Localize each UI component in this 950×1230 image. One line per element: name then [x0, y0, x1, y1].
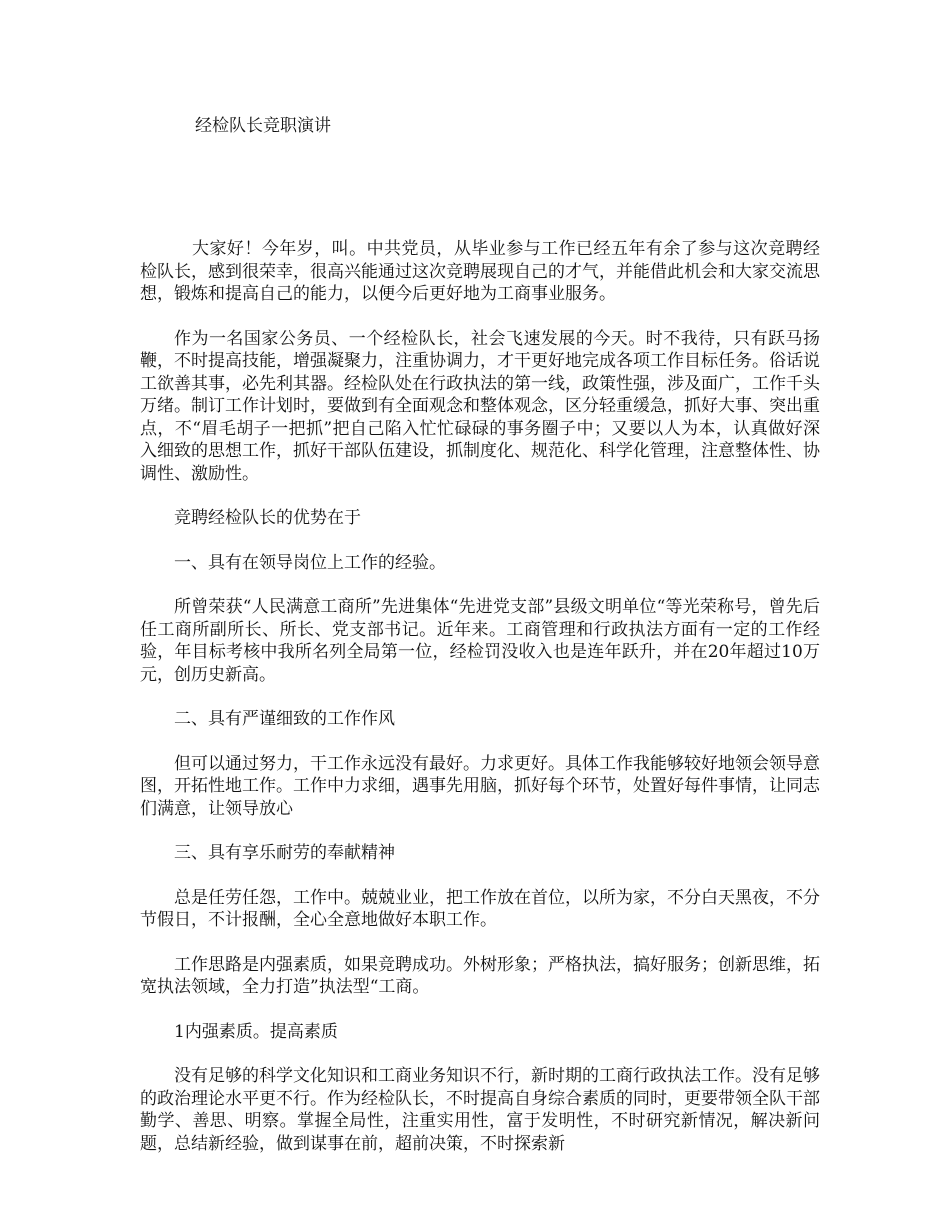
document-title: 经检队长竞职演讲 [195, 116, 331, 136]
paragraph-dedication: 总是任劳任怨，工作中。兢兢业业，把工作放在首位，以所为家，不分白天黑夜，不分节假日，不计报酬，全心全意地做好本职工作。 [140, 887, 820, 930]
paragraph-role-intro: 作为一名国家公务员、一个经检队长，社会飞速发展的今天。时不我待，只有跃马扬鞭，不时提高技能，增强凝聚力，注重协调力，才干更好地完成各项工作目标任务。俗话说工欲善其事，必先利其器。经检队处在行政执法的第一线，政策性强，涉及面广，工作千头万绪。制订工作计划时，要做到有全面观念和整体观念，区分轻重缓急，抓好大事、突出重点，不“眉毛胡子一把抓”把自己陷入忙忙碌碌的事务圈子中；又要以人为本，认真做好深入细致的思想工作，抓好干部队伍建设，抓制度化、规范化、科学化管理，注意整体性、协调性、激励性。 [140, 328, 820, 484]
section-heading-quality: 1内强素质。提高素质 [174, 1021, 338, 1042]
paragraph-greeting: 大家好！今年岁，叫。中共党员，从毕业参与工作已经五年有余了参与这次竞聘经检队长，感到很荣幸，很高兴能通过这次竞聘展现自己的才气，并能借此机会和大家交流思想，锻炼和提高自己的能力，以便今后更好地为工商事业服务。 [140, 239, 820, 304]
section-heading-work-style: 二、具有严谨细致的工作作风 [174, 709, 395, 729]
paragraph-work-plan: 工作思路是内强素质，如果竞聘成功。外树形象；严格执法，搞好服务；创新思维，拓宽执法领域，全力打造”执法型“工商。 [140, 954, 820, 997]
paragraph-experience: 所曾荣获“人民满意工商所”先进集体“先进党支部”县级文明单位“等光荣称号，曾先后任工商所副所长、所长、党支部书记。近年来。工商管理和行政执法方面有一定的工作经验，年目标考核中我所名列全局第一位，经检罚没收入也是连年跃升，并在20年超过10万元，创历史新高。 [140, 597, 820, 685]
document-body [140, 238, 820, 1177]
section-heading-experience: 一、具有在领导岗位上工作的经验。 [174, 552, 446, 573]
paragraph-work-style: 但可以通过努力，干工作永远没有最好。力求更好。具体工作我能够较好地领会领导意图，开拓性地工作。工作中力求细，遇事先用脑，抓好每个环节，处置好每件事情，让同志们满意，让领导放心 [140, 753, 820, 819]
section-heading-advantages: 竞聘经检队长的优势在于 [174, 508, 361, 528]
section-heading-dedication: 三、具有享乐耐劳的奉献精神 [174, 843, 395, 863]
paragraph-quality: 没有足够的科学文化知识和工商业务知识不行，新时期的工商行政执法工作。没有足够的政治理论水平更不行。作为经检队长，不时提高自身综合素质的同时，更要带领全队干部勤学、善思、明察。掌握全局性，注重实用性，富于发明性，不时研究新情况，解决新问题，总结新经验，做到谋事在前，超前决策，不时探索新 [140, 1066, 820, 1154]
